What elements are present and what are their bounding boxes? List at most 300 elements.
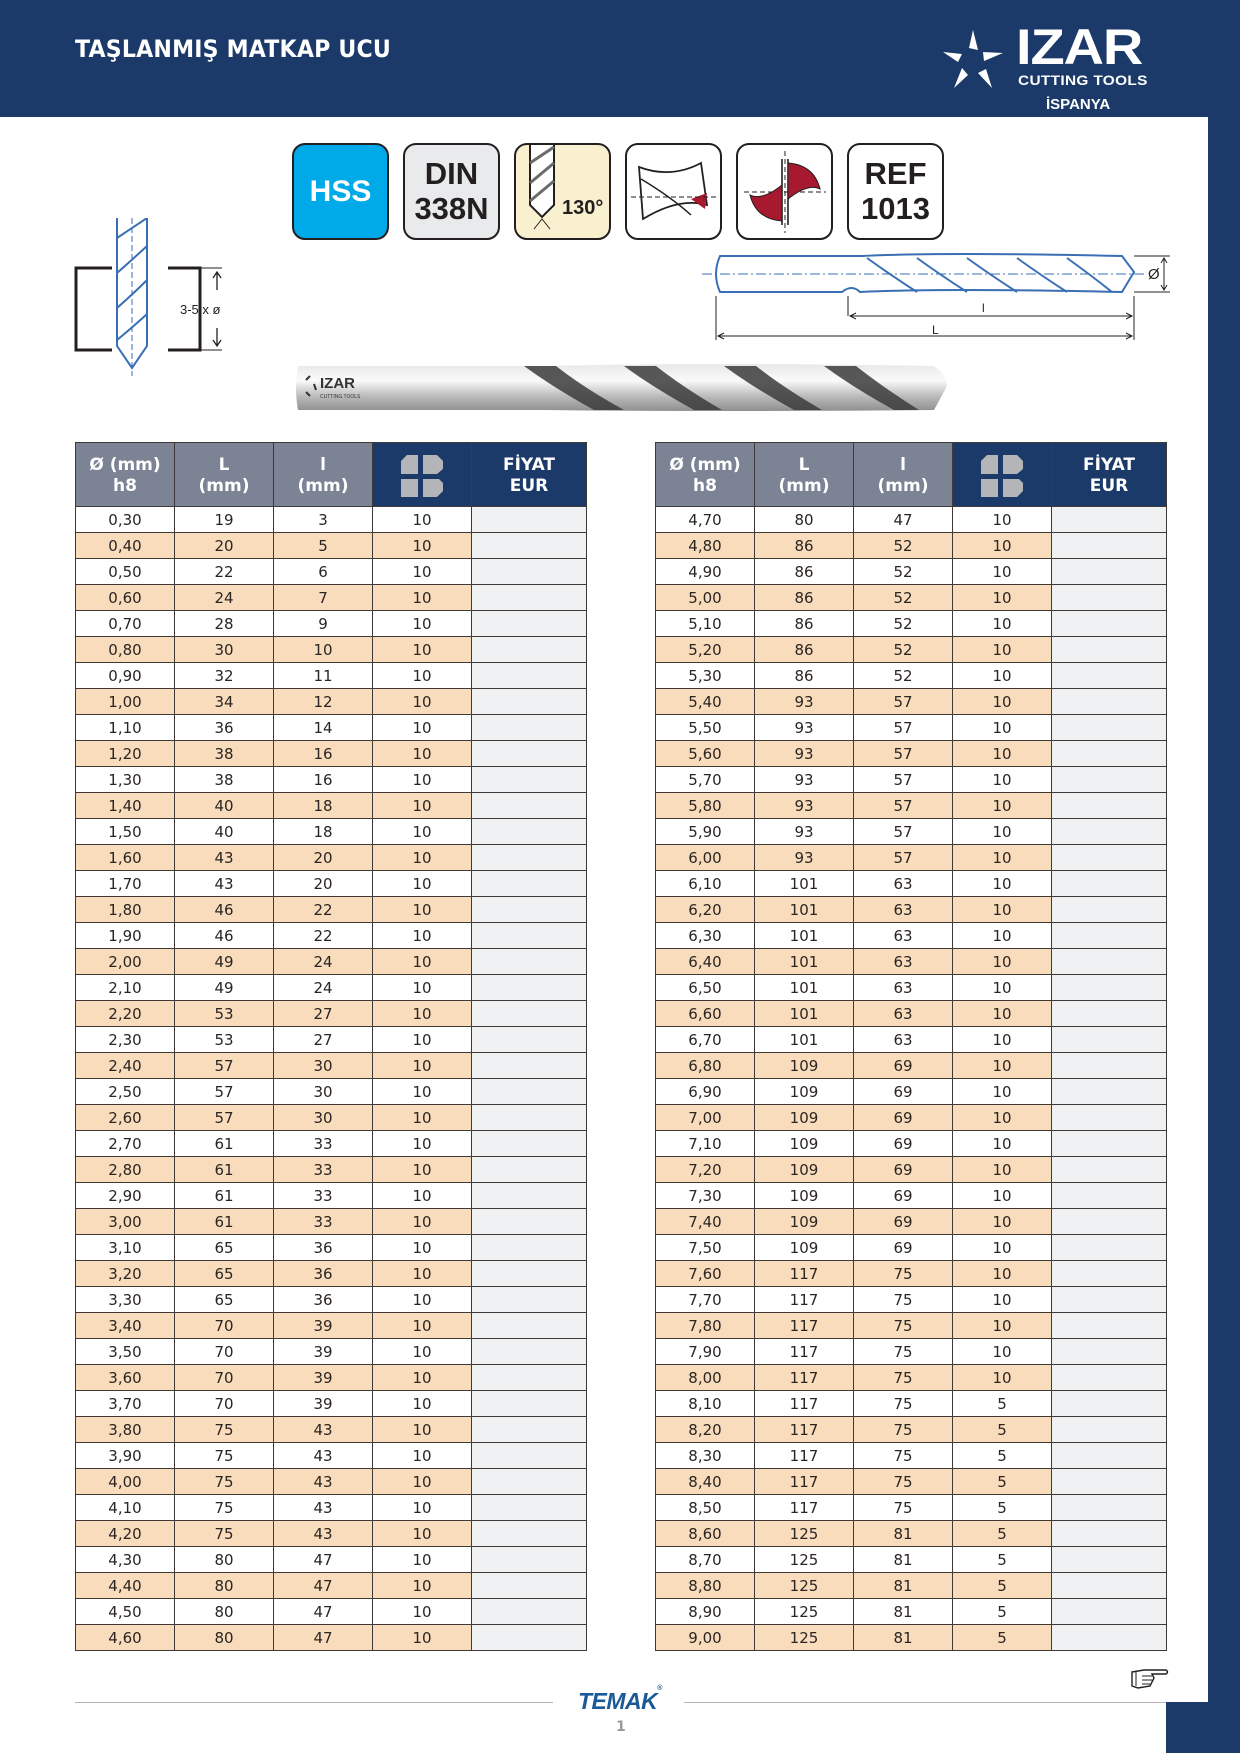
cell-price[interactable] — [1052, 1209, 1167, 1235]
cell-total-length: 70 — [175, 1391, 274, 1417]
table-row — [656, 741, 1167, 767]
cell-flute-length: 52 — [854, 663, 953, 689]
cell-package-qty: 10 — [953, 715, 1052, 741]
cell-diameter: 7,10 — [656, 1131, 755, 1157]
cell-price[interactable] — [1052, 663, 1167, 689]
cell-flute-length: 43 — [274, 1469, 373, 1495]
col-header-diameter: Ø (mm) h8 — [76, 443, 175, 507]
cell-diameter: 3,60 — [76, 1365, 175, 1391]
table-row — [656, 1287, 1167, 1313]
cell-package-qty: 10 — [953, 1131, 1052, 1157]
cell-flute-length: 36 — [274, 1261, 373, 1287]
right-edge-bar — [1208, 117, 1240, 1753]
cell-price[interactable] — [472, 1365, 587, 1391]
cell-flute-length: 27 — [274, 1001, 373, 1027]
cell-diameter: 2,00 — [76, 949, 175, 975]
cell-flute-length: 24 — [274, 975, 373, 1001]
cell-package-qty: 10 — [373, 1365, 472, 1391]
cell-total-length: 101 — [755, 871, 854, 897]
cell-total-length: 86 — [755, 637, 854, 663]
table-row — [656, 1027, 1167, 1053]
table-row — [656, 1625, 1167, 1651]
cell-total-length: 117 — [755, 1469, 854, 1495]
cell-package-qty: 10 — [373, 1183, 472, 1209]
cell-total-length: 38 — [175, 741, 274, 767]
table-row — [656, 585, 1167, 611]
cell-diameter: 0,50 — [76, 559, 175, 585]
cell-diameter: 3,50 — [76, 1339, 175, 1365]
cell-diameter: 4,90 — [656, 559, 755, 585]
page-title: TAŞLANMIŞ MATKAP UCU — [75, 35, 391, 63]
cell-price[interactable] — [1052, 533, 1167, 559]
cell-price[interactable] — [472, 611, 587, 637]
cell-package-qty: 10 — [953, 585, 1052, 611]
cell-total-length: 61 — [175, 1157, 274, 1183]
cell-price[interactable] — [1052, 637, 1167, 663]
cell-total-length: 61 — [175, 1131, 274, 1157]
cell-flute-length: 30 — [274, 1079, 373, 1105]
cell-price[interactable] — [1052, 767, 1167, 793]
cell-diameter: 1,50 — [76, 819, 175, 845]
table-row — [656, 1105, 1167, 1131]
cell-total-length: 24 — [175, 585, 274, 611]
footer-rule-left — [75, 1702, 553, 1703]
cell-package-qty: 10 — [953, 819, 1052, 845]
cell-flute-length: 75 — [854, 1313, 953, 1339]
cell-diameter: 2,90 — [76, 1183, 175, 1209]
cell-price[interactable] — [472, 845, 587, 871]
cell-price[interactable] — [472, 1521, 587, 1547]
table-row — [656, 1313, 1167, 1339]
cell-diameter: 1,10 — [76, 715, 175, 741]
cell-price[interactable] — [1052, 1391, 1167, 1417]
cell-price[interactable] — [472, 585, 587, 611]
cell-price[interactable] — [472, 923, 587, 949]
cell-price[interactable] — [472, 819, 587, 845]
cell-package-qty: 10 — [373, 1079, 472, 1105]
cell-price[interactable] — [472, 1495, 587, 1521]
cell-total-length: 61 — [175, 1209, 274, 1235]
cell-diameter: 0,80 — [76, 637, 175, 663]
cell-price[interactable] — [1052, 975, 1167, 1001]
brand-country: İSPANYA — [1046, 96, 1111, 113]
cell-price[interactable] — [472, 533, 587, 559]
cell-total-length: 101 — [755, 1001, 854, 1027]
cell-price[interactable] — [472, 1417, 587, 1443]
cell-price[interactable] — [472, 1573, 587, 1599]
cell-diameter: 2,40 — [76, 1053, 175, 1079]
table-row — [656, 897, 1167, 923]
cell-price[interactable] — [472, 1053, 587, 1079]
cell-price[interactable] — [472, 975, 587, 1001]
cell-total-length: 86 — [755, 533, 854, 559]
cell-flute-length: 39 — [274, 1365, 373, 1391]
table-row — [76, 1001, 587, 1027]
cell-price[interactable] — [472, 689, 587, 715]
cell-price[interactable] — [1052, 1443, 1167, 1469]
cell-diameter: 7,60 — [656, 1261, 755, 1287]
flute-geometry-icon — [631, 157, 717, 227]
cell-total-length: 93 — [755, 715, 854, 741]
cell-price[interactable] — [472, 559, 587, 585]
cell-package-qty: 10 — [953, 741, 1052, 767]
cell-diameter: 8,70 — [656, 1547, 755, 1573]
cell-price[interactable] — [472, 715, 587, 741]
cell-price[interactable] — [472, 1261, 587, 1287]
cell-package-qty: 10 — [373, 1599, 472, 1625]
pointing-hand-icon — [1130, 1666, 1170, 1690]
table-row — [76, 1365, 587, 1391]
cell-price[interactable] — [1052, 1365, 1167, 1391]
cell-total-length: 109 — [755, 1105, 854, 1131]
cell-flute-length: 81 — [854, 1625, 953, 1651]
diameter-label: Ø — [1148, 266, 1160, 283]
cell-price[interactable] — [1052, 559, 1167, 585]
cell-flute-length: 52 — [854, 585, 953, 611]
package-quantity-icon — [979, 453, 1025, 499]
col-header-price: FİYAT EUR — [1052, 443, 1167, 507]
table-row — [656, 715, 1167, 741]
cell-diameter: 0,40 — [76, 533, 175, 559]
cell-package-qty: 10 — [373, 585, 472, 611]
cell-price[interactable] — [472, 1157, 587, 1183]
cell-diameter: 6,90 — [656, 1079, 755, 1105]
package-quantity-icon — [399, 453, 445, 499]
table-row — [76, 897, 587, 923]
cell-flute-length: 43 — [274, 1443, 373, 1469]
cell-price[interactable] — [472, 1339, 587, 1365]
cell-package-qty: 10 — [373, 819, 472, 845]
table-row — [76, 1547, 587, 1573]
cell-flute-length: 47 — [274, 1573, 373, 1599]
cell-flute-length: 36 — [274, 1287, 373, 1313]
cell-total-length: 57 — [175, 1105, 274, 1131]
cell-total-length: 93 — [755, 689, 854, 715]
cell-price[interactable] — [1052, 1417, 1167, 1443]
cell-flute-length: 57 — [854, 689, 953, 715]
table-row — [76, 1235, 587, 1261]
table-row — [76, 1131, 587, 1157]
cell-price[interactable] — [472, 1183, 587, 1209]
cell-price[interactable] — [1052, 1261, 1167, 1287]
cell-price[interactable] — [1052, 585, 1167, 611]
cell-price[interactable] — [1052, 1027, 1167, 1053]
cell-price[interactable] — [472, 1001, 587, 1027]
table-row — [656, 1209, 1167, 1235]
cell-price[interactable] — [472, 741, 587, 767]
cell-price[interactable] — [1052, 1599, 1167, 1625]
table-row — [656, 1391, 1167, 1417]
cell-diameter: 9,00 — [656, 1625, 755, 1651]
cell-diameter: 5,60 — [656, 741, 755, 767]
cell-flute-length: 57 — [854, 767, 953, 793]
cell-diameter: 7,50 — [656, 1235, 755, 1261]
cell-price[interactable] — [1052, 1547, 1167, 1573]
cell-flute-length: 75 — [854, 1495, 953, 1521]
cell-flute-length: 57 — [854, 715, 953, 741]
cell-price[interactable] — [472, 897, 587, 923]
din-standard-label: DIN — [424, 155, 479, 191]
cell-price[interactable] — [1052, 1625, 1167, 1651]
cell-flute-length: 81 — [854, 1547, 953, 1573]
cell-price[interactable] — [1052, 715, 1167, 741]
table-row — [76, 715, 587, 741]
cell-flute-length: 3 — [274, 507, 373, 533]
cell-flute-length: 69 — [854, 1105, 953, 1131]
cell-price[interactable] — [472, 1027, 587, 1053]
cell-diameter: 6,50 — [656, 975, 755, 1001]
cell-total-length: 70 — [175, 1339, 274, 1365]
cell-total-length: 101 — [755, 1027, 854, 1053]
cell-total-length: 70 — [175, 1313, 274, 1339]
cell-diameter: 0,70 — [76, 611, 175, 637]
cell-price[interactable] — [1052, 923, 1167, 949]
cell-price[interactable] — [472, 1469, 587, 1495]
table-row — [76, 663, 587, 689]
cell-package-qty: 10 — [373, 1261, 472, 1287]
registered-mark: ® — [657, 1685, 662, 1693]
cell-total-length: 93 — [755, 767, 854, 793]
cell-diameter: 0,30 — [76, 507, 175, 533]
cell-flute-length: 75 — [854, 1391, 953, 1417]
cell-package-qty: 10 — [953, 1261, 1052, 1287]
cell-total-length: 57 — [175, 1079, 274, 1105]
cell-price[interactable] — [472, 1391, 587, 1417]
cell-total-length: 125 — [755, 1625, 854, 1651]
cell-price[interactable] — [1052, 1313, 1167, 1339]
cell-diameter: 8,50 — [656, 1495, 755, 1521]
cell-price[interactable] — [1052, 1105, 1167, 1131]
cell-package-qty: 10 — [373, 1235, 472, 1261]
feature-badges — [292, 143, 944, 240]
cell-price[interactable] — [472, 1599, 587, 1625]
cell-package-qty: 10 — [953, 1157, 1052, 1183]
table-row — [76, 1027, 587, 1053]
cell-price[interactable] — [1052, 1495, 1167, 1521]
cell-diameter: 7,00 — [656, 1105, 755, 1131]
cell-price[interactable] — [472, 1443, 587, 1469]
cell-total-length: 93 — [755, 845, 854, 871]
cell-package-qty: 10 — [373, 1313, 472, 1339]
cell-diameter: 6,20 — [656, 897, 755, 923]
table-row — [76, 689, 587, 715]
table-row — [656, 793, 1167, 819]
cell-flute-length: 47 — [274, 1625, 373, 1651]
table-row — [76, 1339, 587, 1365]
table-row — [656, 1495, 1167, 1521]
cell-price[interactable] — [472, 1131, 587, 1157]
cell-diameter: 3,20 — [76, 1261, 175, 1287]
cell-price[interactable] — [472, 793, 587, 819]
cell-total-length: 80 — [175, 1547, 274, 1573]
cell-price[interactable] — [1052, 897, 1167, 923]
cell-price[interactable] — [1052, 1573, 1167, 1599]
cell-price[interactable] — [1052, 741, 1167, 767]
cell-price[interactable] — [1052, 871, 1167, 897]
cell-total-length: 117 — [755, 1391, 854, 1417]
cell-total-length: 65 — [175, 1261, 274, 1287]
cell-total-length: 125 — [755, 1521, 854, 1547]
cell-price[interactable] — [1052, 1521, 1167, 1547]
cell-package-qty: 10 — [373, 1157, 472, 1183]
cell-price[interactable] — [472, 1235, 587, 1261]
cell-package-qty: 10 — [953, 1287, 1052, 1313]
cell-package-qty: 5 — [953, 1417, 1052, 1443]
din-standard-number: 338N — [414, 190, 489, 226]
cell-price[interactable] — [472, 637, 587, 663]
table-row — [76, 533, 587, 559]
cell-price[interactable] — [472, 1313, 587, 1339]
cell-diameter: 0,60 — [76, 585, 175, 611]
table-row — [656, 1157, 1167, 1183]
cell-diameter: 6,00 — [656, 845, 755, 871]
cell-price[interactable] — [1052, 1001, 1167, 1027]
cell-total-length: 109 — [755, 1183, 854, 1209]
cell-total-length: 22 — [175, 559, 274, 585]
cell-package-qty: 10 — [373, 1547, 472, 1573]
cell-diameter: 1,60 — [76, 845, 175, 871]
cell-package-qty: 10 — [373, 1469, 472, 1495]
cell-price[interactable] — [1052, 1287, 1167, 1313]
cell-price[interactable] — [1052, 689, 1167, 715]
cell-package-qty: 10 — [953, 949, 1052, 975]
cell-total-length: 109 — [755, 1079, 854, 1105]
spec-table-left — [75, 442, 587, 1651]
cell-diameter: 8,40 — [656, 1469, 755, 1495]
cell-flute-length: 75 — [854, 1339, 953, 1365]
cell-price[interactable] — [1052, 507, 1167, 533]
cell-price[interactable] — [472, 1209, 587, 1235]
cell-price[interactable] — [1052, 1053, 1167, 1079]
cell-package-qty: 5 — [953, 1625, 1052, 1651]
cell-diameter: 3,30 — [76, 1287, 175, 1313]
table-row — [76, 1521, 587, 1547]
cell-total-length: 93 — [755, 819, 854, 845]
cell-package-qty: 5 — [953, 1443, 1052, 1469]
table-row — [656, 1365, 1167, 1391]
table-row — [76, 1469, 587, 1495]
cell-price[interactable] — [1052, 1183, 1167, 1209]
table-row — [76, 793, 587, 819]
cell-price[interactable] — [472, 767, 587, 793]
cell-total-length: 43 — [175, 871, 274, 897]
table-row — [656, 1469, 1167, 1495]
table-row — [76, 1079, 587, 1105]
cell-package-qty: 10 — [373, 559, 472, 585]
table-row — [76, 1209, 587, 1235]
cell-flute-length: 10 — [274, 637, 373, 663]
cell-flute-length: 75 — [854, 1417, 953, 1443]
cell-total-length: 30 — [175, 637, 274, 663]
photo-logo: IZAR — [320, 375, 355, 392]
cell-price[interactable] — [1052, 1235, 1167, 1261]
cell-flute-length: 69 — [854, 1183, 953, 1209]
cell-price[interactable] — [1052, 1157, 1167, 1183]
table-row — [76, 1157, 587, 1183]
cell-flute-length: 57 — [854, 793, 953, 819]
cell-total-length: 34 — [175, 689, 274, 715]
cell-package-qty: 10 — [373, 1001, 472, 1027]
cell-price[interactable] — [472, 663, 587, 689]
cell-price[interactable] — [1052, 1079, 1167, 1105]
cell-price[interactable] — [472, 1287, 587, 1313]
cell-total-length: 117 — [755, 1287, 854, 1313]
cell-package-qty: 10 — [373, 533, 472, 559]
cell-price[interactable] — [472, 507, 587, 533]
cell-price[interactable] — [472, 949, 587, 975]
cell-price[interactable] — [472, 871, 587, 897]
cell-price[interactable] — [1052, 1339, 1167, 1365]
cell-price[interactable] — [1052, 949, 1167, 975]
cell-flute-length: 47 — [854, 507, 953, 533]
table-row — [656, 507, 1167, 533]
cell-package-qty: 10 — [373, 689, 472, 715]
cell-diameter: 7,70 — [656, 1287, 755, 1313]
cell-flute-length: 75 — [854, 1469, 953, 1495]
cell-total-length: 125 — [755, 1599, 854, 1625]
izar-star-icon — [940, 28, 1006, 94]
cell-package-qty: 10 — [953, 689, 1052, 715]
cell-total-length: 65 — [175, 1287, 274, 1313]
cell-total-length: 101 — [755, 975, 854, 1001]
cell-total-length: 46 — [175, 897, 274, 923]
table-row — [76, 1443, 587, 1469]
cell-diameter: 1,90 — [76, 923, 175, 949]
cell-package-qty: 10 — [373, 975, 472, 1001]
cell-price[interactable] — [472, 1105, 587, 1131]
cell-price[interactable] — [1052, 819, 1167, 845]
cell-diameter: 5,10 — [656, 611, 755, 637]
cell-price[interactable] — [1052, 793, 1167, 819]
cell-price[interactable] — [472, 1547, 587, 1573]
table-row — [76, 767, 587, 793]
cell-total-length: 75 — [175, 1521, 274, 1547]
cell-diameter: 3,40 — [76, 1313, 175, 1339]
table-row — [76, 1183, 587, 1209]
drill-product-photo — [294, 358, 954, 418]
cell-total-length: 28 — [175, 611, 274, 637]
cell-total-length: 53 — [175, 1027, 274, 1053]
cell-flute-length: 14 — [274, 715, 373, 741]
cell-price[interactable] — [1052, 611, 1167, 637]
cell-total-length: 117 — [755, 1313, 854, 1339]
cell-diameter: 4,20 — [76, 1521, 175, 1547]
cell-price[interactable] — [472, 1625, 587, 1651]
cell-total-length: 57 — [175, 1053, 274, 1079]
table-row — [656, 1599, 1167, 1625]
cell-price[interactable] — [1052, 1131, 1167, 1157]
col-header-package — [953, 443, 1052, 507]
cell-package-qty: 10 — [373, 949, 472, 975]
cell-total-length: 86 — [755, 611, 854, 637]
table-row — [656, 1573, 1167, 1599]
cell-package-qty: 10 — [953, 507, 1052, 533]
cell-flute-length: 47 — [274, 1599, 373, 1625]
cell-price[interactable] — [472, 1079, 587, 1105]
cell-total-length: 117 — [755, 1443, 854, 1469]
cell-package-qty: 10 — [953, 793, 1052, 819]
cell-price[interactable] — [1052, 1469, 1167, 1495]
cell-flute-length: 33 — [274, 1131, 373, 1157]
cell-flute-length: 75 — [854, 1261, 953, 1287]
drilling-depth-diagram — [72, 218, 272, 378]
cell-price[interactable] — [1052, 845, 1167, 871]
table-row — [656, 559, 1167, 585]
total-length-label: L — [932, 323, 939, 337]
cell-flute-length: 63 — [854, 1001, 953, 1027]
cell-diameter: 6,40 — [656, 949, 755, 975]
cell-flute-length: 20 — [274, 871, 373, 897]
